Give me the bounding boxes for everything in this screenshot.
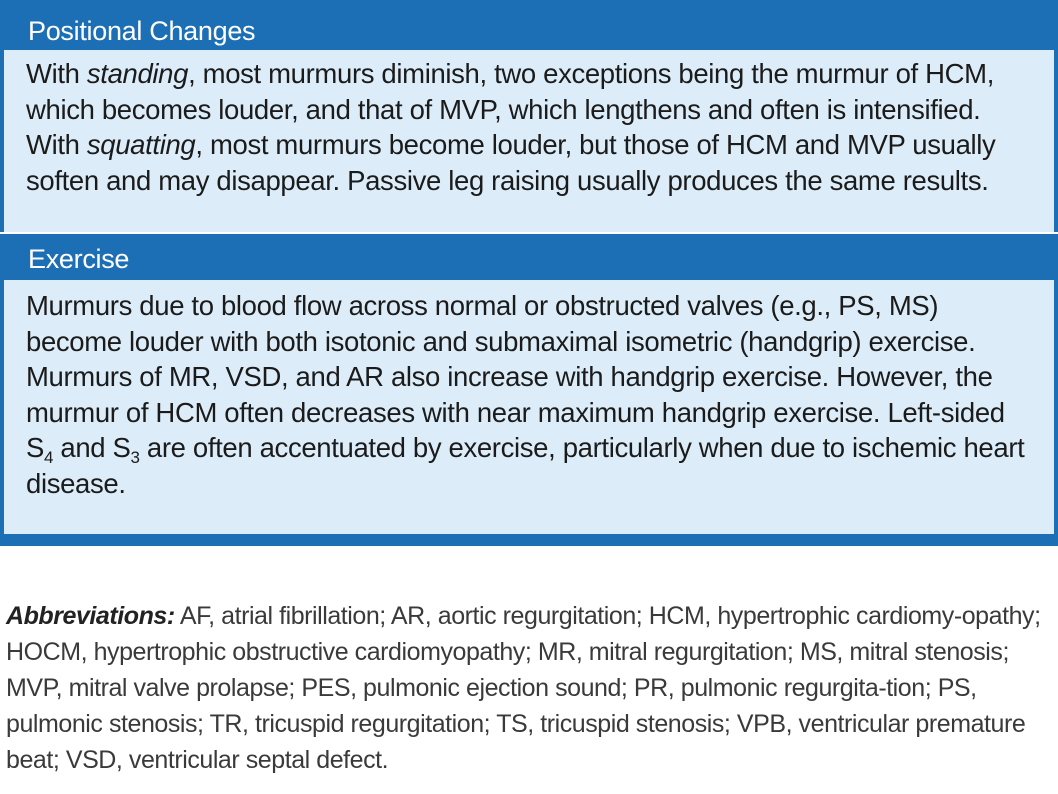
body-text: With	[26, 58, 87, 89]
body-text: are often accentuated by exercise, particularly when due to ischemic heart disease.	[26, 432, 1025, 499]
section-header-exercise: Exercise	[0, 232, 1058, 280]
section-header-positional-changes: Positional Changes	[0, 0, 1058, 50]
subscript-3: 3	[130, 448, 140, 467]
emphasis-squatting: squatting	[86, 129, 196, 160]
abbreviations-label: Abbreviations:	[6, 602, 175, 630]
body-text: , most murmurs diminish, two exceptions being the murmur of HCM, which becomes louder, and that of MVP, which lengthens and often is intensified. With	[26, 58, 994, 160]
bottom-rule	[0, 534, 1058, 546]
abbreviations-footnote	[6, 598, 1052, 778]
subscript-4: 4	[44, 448, 54, 467]
section-body-exercise	[0, 280, 1058, 534]
abbreviations-text: AF, atrial fibrillation; AR, aortic regurgitation; HCM, hypertrophic cardiomy-opathy; HOCM, hypertrophic obstructive cardiomyopathy; MR, mitral regurgitation; MS, mitral stenosis; MVP, mitral valve prolapse; PES, pulmonic ejection sound; PR, pulmonic regurgita-tion; PS, pulmonic stenosis; TR, tricuspid regurgitation; TS, tricuspid stenosis; VPB, ventricular premature beat; VSD, ventricular septal defect.	[6, 602, 1041, 774]
section-body-positional-changes	[0, 50, 1058, 232]
body-text: and S	[53, 432, 131, 463]
body-text: Murmurs due to blood flow across normal or obstructed valves (e.g., PS, MS) become louder with both isotonic and submaximal isometric (handgrip) exercise. Murmurs of MR, VSD, and AR also increase with handgrip exercise. However, the murmur of HCM often decreases with near maximum handgrip exercise. Left-sided S	[26, 290, 1005, 463]
body-text: , most murmurs become louder, but those of HCM and MVP usually soften and may disappear. Passive leg raising usually produces the same results.	[26, 129, 996, 196]
emphasis-standing: standing	[86, 58, 189, 89]
